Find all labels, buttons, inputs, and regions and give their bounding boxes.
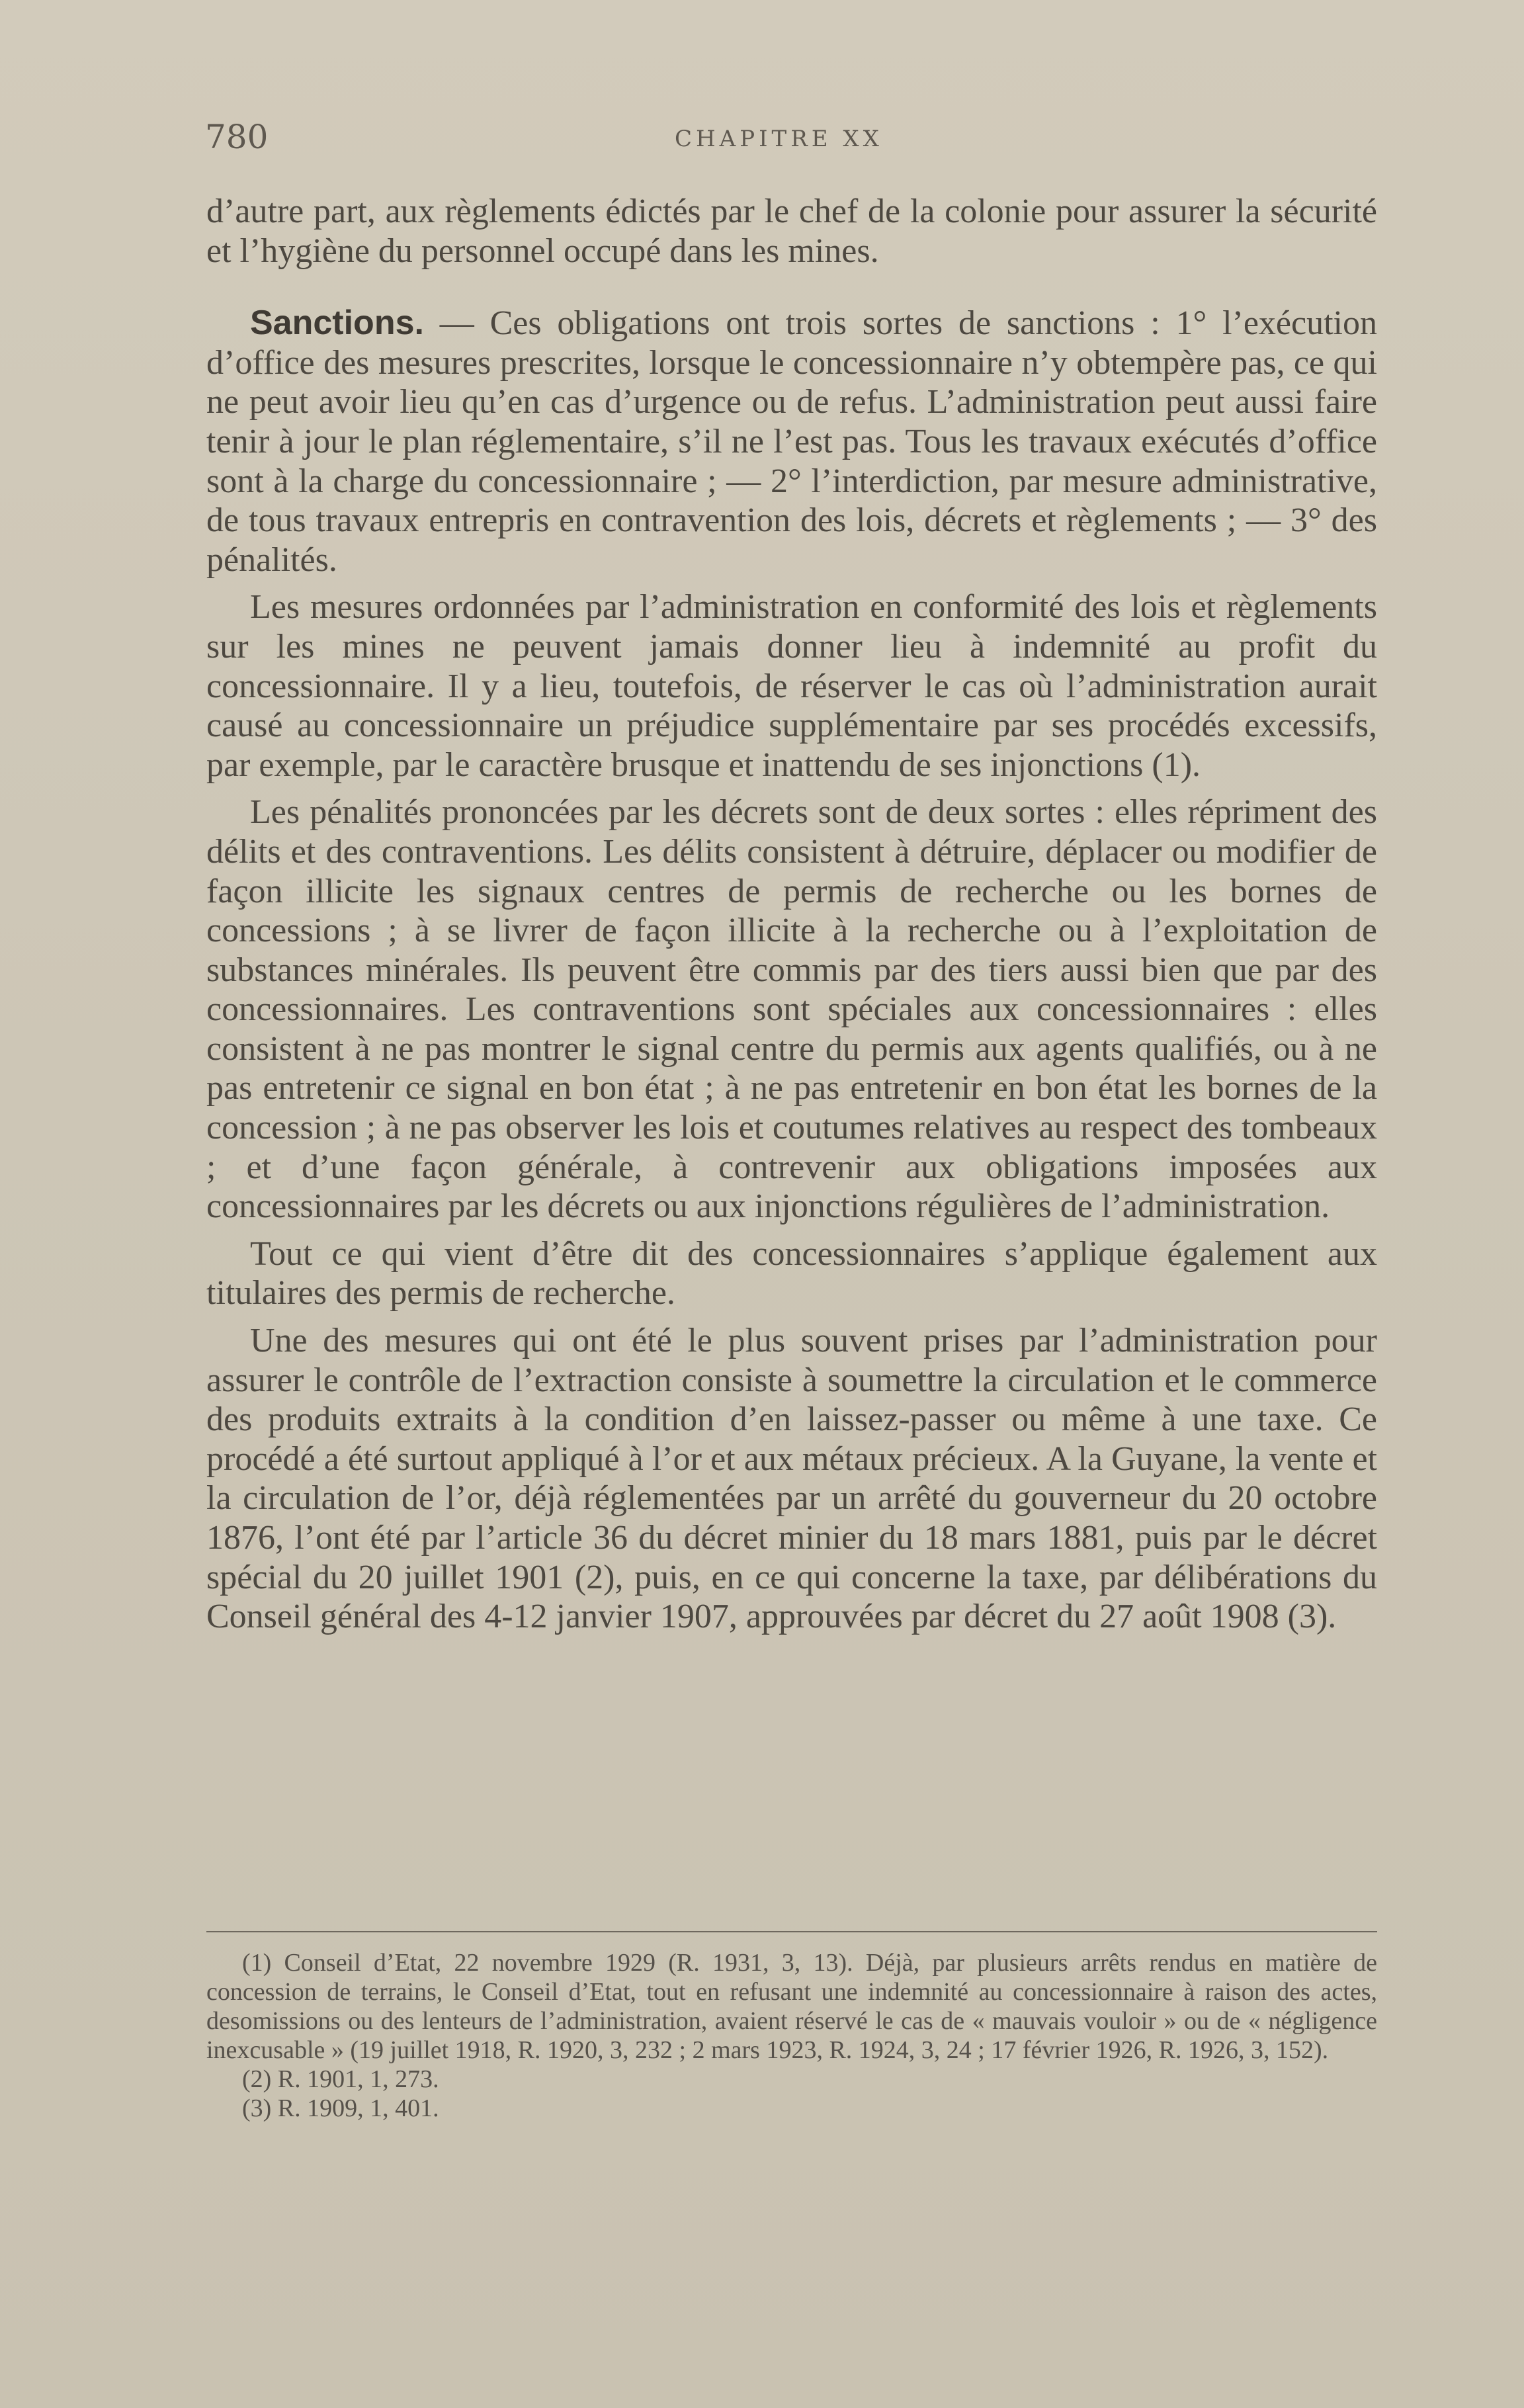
paragraph-titulaires: Tout ce qui vient d’être dit des concessionnaires s’applique également aux titulaires des permis de recherche.: [206, 1234, 1377, 1312]
footnote-3: (3) R. 1909, 1, 401.: [242, 2094, 439, 2122]
paragraph-sanctions-text: — Ces obligations ont trois sortes de sanctions : 1° l’exécution d’office des mesures prescrites, lorsque le concessionnaire n’y obtempère pas, ce qui ne peut avoir lieu qu’en cas d’urgence ou de refus. L’administration peut aussi faire tenir à jour le plan réglementaire, s’il ne l’est pas. Tous les travaux exécutés d’office sont à la charge du concessionnaire ; — 2° l’interdiction, par mesure administrative, de tous travaux entrepris en contravention des lois, décrets et règlements ; — 3° des pénalités.: [206, 304, 1377, 579]
paragraph-penalites: Les pénalités prononcées par les décrets sont de deux sortes : elles répriment des délits et des contraventions. Les délits consistent à détruire, déplacer ou modifier de façon illicite les signaux centres de permis de recherche ou les bornes de concessions ; à se livrer de façon illicite à la recherche ou à l’exploitation de substances minérales. Ils peuvent être commis par des tiers aussi bien que par des concessionnaires. Les contraventions sont spéciales aux concessionnaires : elles consistent à ne pas montrer le signal centre du permis aux agents qualifiés, ou à ne pas entretenir ce signal en bon état ; à ne pas entretenir en bon état les bornes de la concession ; à ne pas observer les lois et coutumes relatives au respect des tombeaux ; et d’une façon générale, à contrevenir aux obligations imposées aux concessionnaires par les décrets ou aux injonctions régulières de l’administration.: [206, 793, 1377, 1226]
section-heading-sanctions: Sanctions.: [250, 304, 424, 343]
paragraph-controle-extraction: Une des mesures qui ont été le plus souvent prises par l’administration pour assurer le contrôle de l’extraction consiste à soumettre la circulation et le commerce des produits extraits à la condition d’en laissez-passer ou même à une taxe. Ce procédé a été surtout appliqué à l’or et aux métaux précieux. A la Guyane, la vente et la circulation de l’or, déjà réglementées par un arrêté du gouverneur du 20 octobre 1876, l’ont été par l’article 36 du décret minier du 18 mars 1881, puis par le décret spécial du 20 juillet 1901 (2), puis, en ce qui concerne la taxe, par délibérations du Conseil général des 4-12 janvier 1907, approuvées par décret du 27 août 1908 (3).: [206, 1322, 1377, 1636]
paragraph-mesures: Les mesures ordonnées par l’administration en conformité des lois et règlements sur les mines ne peuvent jamais donner lieu à indemnité au profit du concessionnaire. Il y a lieu, toutefois, de réserver le cas où l’administration aurait causé au concessionnaire un préjudice supplémentaire par ses procédés excessifs, par exemple, par le caractère brusque et inattendu de ses injonctions (1).: [206, 588, 1377, 784]
body-text: [206, 192, 1377, 1645]
chapter-title: CHAPITRE XX: [675, 126, 883, 152]
paragraph-continuation: d’autre part, aux règlements édictés par le chef de la colonie pour assurer la sécurité et l’hygiène du personnel occupé dans les mines.: [206, 193, 1377, 270]
footnotes: [206, 1948, 1377, 2123]
running-head: [205, 118, 1379, 164]
footnote-2: (2) R. 1901, 1, 273.: [242, 2065, 439, 2093]
footnote-divider: [206, 1931, 1377, 1932]
footnote-1: (1) Conseil d’Etat, 22 novembre 1929 (R. 1931, 3, 13). Déjà, par plusieurs arrêts rendus en matière de concession de terrains, le Conseil d’Etat, tout en refusant une indemnité au concessionnaire à raison des actes, desomissions ou des lenteurs de l’administration, avaient réservé le cas de « mauvais vouloir » ou de « négligence inexcusable » (19 juillet 1918, R. 1920, 3, 232 ; 2 mars 1923, R. 1924, 3, 24 ; 17 février 1926, R. 1926, 3, 152).: [206, 1949, 1377, 2064]
paragraph-sanctions: [206, 304, 1377, 580]
page-number: 780: [205, 118, 269, 156]
